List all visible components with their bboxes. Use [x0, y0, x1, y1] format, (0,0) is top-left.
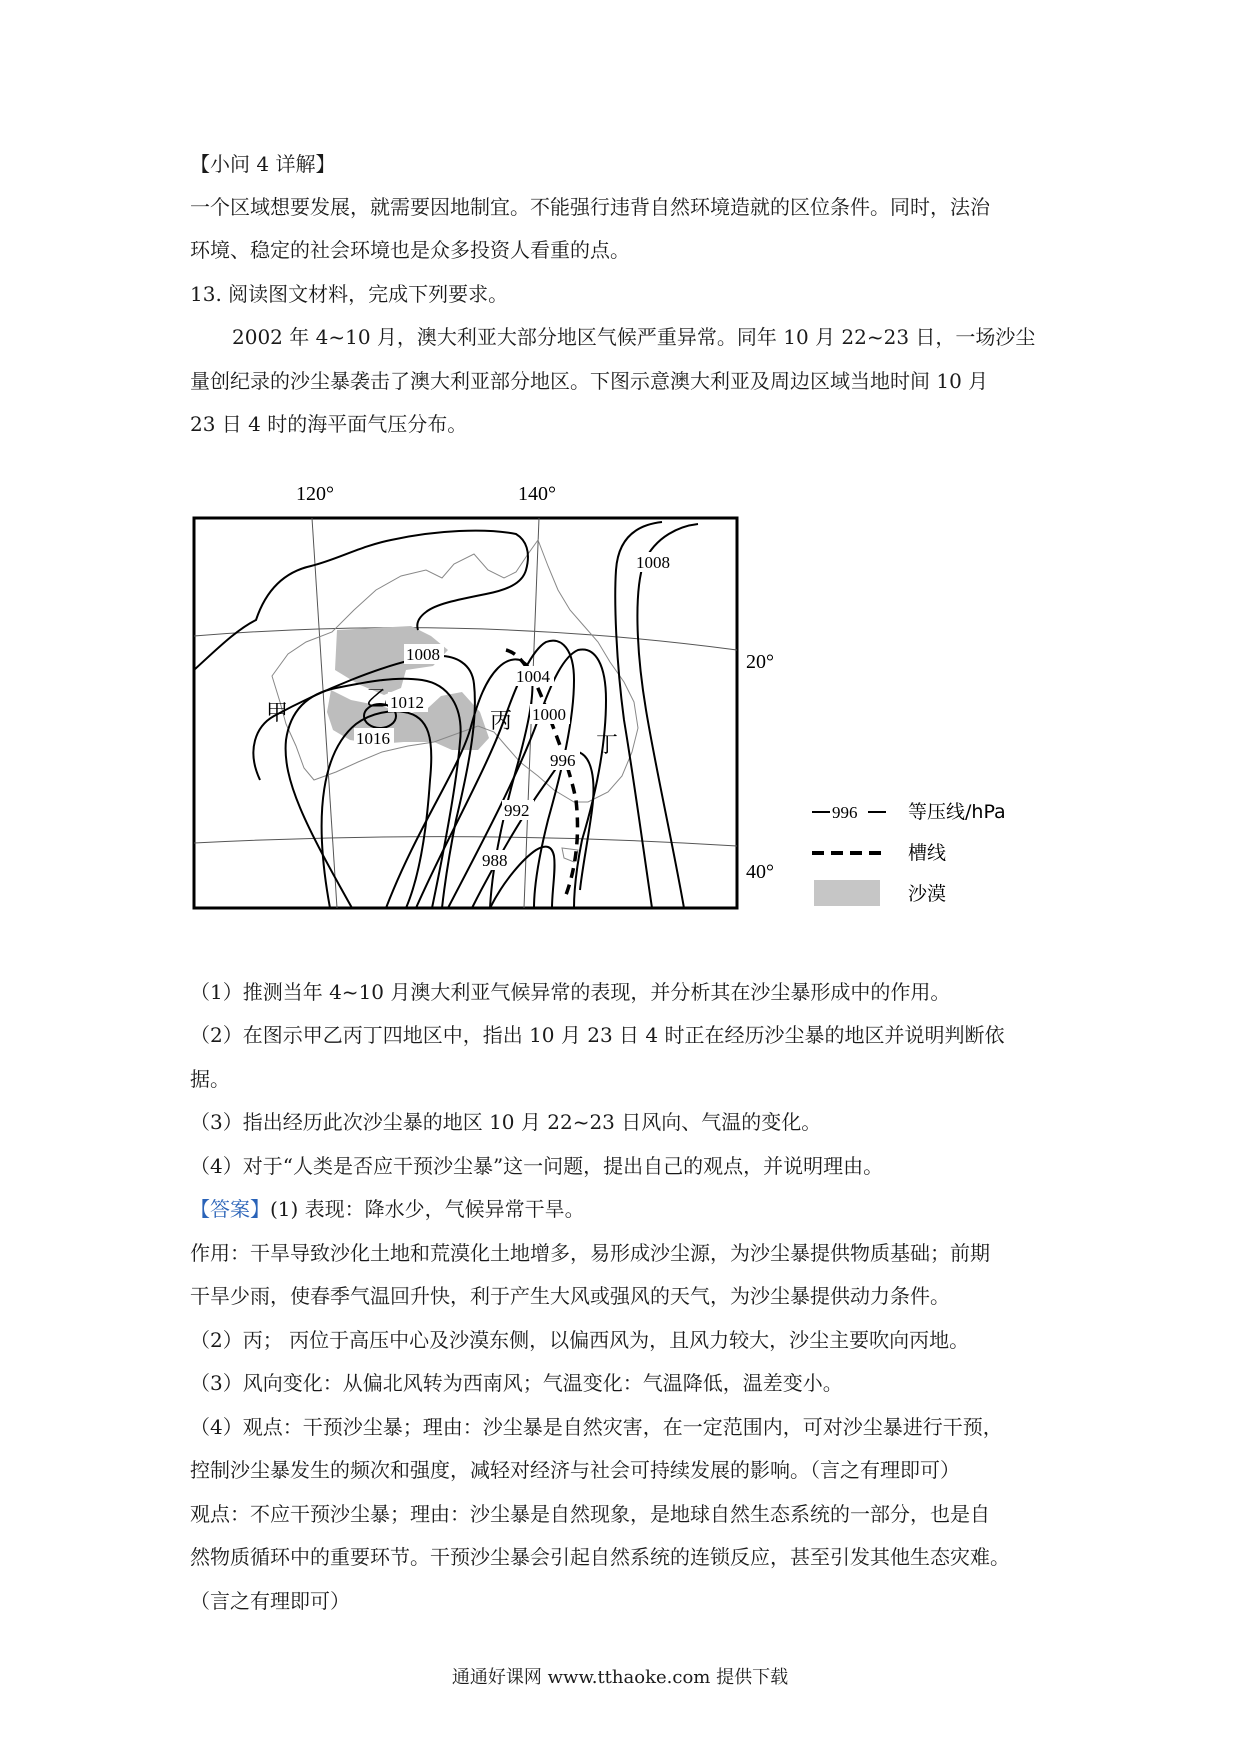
- material-line-3: 23 日 4 时的海平面气压分布。: [190, 412, 468, 436]
- subquestion-1: （1）推测当年 4~10 月澳大利亚气候异常的表现，并分析其在沙尘暴形成中的作用。: [190, 980, 951, 1004]
- lat-label-20: 20°: [746, 651, 774, 673]
- lon-label-140: 140°: [518, 483, 556, 505]
- question-title: 13. 阅读图文材料，完成下列要求。: [190, 282, 509, 306]
- answer-line-10: （言之有理即可）: [190, 1589, 350, 1613]
- answer-line-3: 干旱少雨，使春季气温回升快，利于产生大风或强风的天气，为沙尘暴提供动力条件。: [190, 1284, 950, 1308]
- material-line-2: 量创纪录的沙尘暴袭击了澳大利亚部分地区。下图示意澳大利亚及周边区域当地时间 10 月: [190, 369, 989, 393]
- explanation-line-1: 一个区域想要发展，就需要因地制宜。不能强行违背自然环境造就的区位条件。同时，法治: [190, 195, 990, 219]
- explanation-line-2: 环境、稳定的社会环境也是众多投资人看重的点。: [190, 238, 630, 262]
- lon-label-120: 120°: [296, 483, 334, 505]
- isobar-label-1004: 1004: [516, 667, 550, 686]
- legend-trough-label: 槽线: [908, 842, 947, 864]
- pressure-map-figure: [186, 480, 1086, 940]
- answer-line-9: 然物质循环中的重要环节。干预沙尘暴会引起自然系统的连锁反应，甚至引发其他生态灾难。: [190, 1545, 1010, 1569]
- page-footer: 通通好课网 www.tthaoke.com 提供下载: [451, 1667, 789, 1688]
- legend-isobar-sample: 996: [832, 803, 858, 822]
- section-heading: 【小问 4 详解】: [190, 152, 336, 176]
- answer-line-5: （3）风向变化：从偏北风转为西南风；气温变化：气温降低，温差变小。: [190, 1371, 843, 1395]
- answer-line-6: （4）观点：干预沙尘暴；理由：沙尘暴是自然灾害，在一定范围内，可对沙尘暴进行干预，: [190, 1415, 1003, 1439]
- answer-line-7: 控制沙尘暴发生的频次和强度，减轻对经济与社会可持续发展的影响。（言之有理即可）: [190, 1458, 960, 1482]
- legend-desert-label: 沙漠: [908, 883, 947, 905]
- region-label-yi: 乙: [366, 687, 389, 712]
- region-label-bing: 丙: [490, 709, 513, 734]
- answer-line-4: （2）丙； 丙位于高压中心及沙漠东侧，以偏西风为，且风力较大，沙尘主要吹向丙地。: [190, 1328, 970, 1352]
- region-label-ding: 丁: [596, 733, 619, 758]
- subquestion-4: （4）对于“人类是否应干预沙尘暴”这一问题，提出自己的观点，并说明理由。: [190, 1154, 884, 1178]
- isobar-label-1008-west: 1008: [406, 645, 440, 664]
- subquestion-3: （3）指出经历此次沙尘暴的地区 10 月 22~23 日风向、气温的变化。: [190, 1110, 822, 1134]
- lat-label-40: 40°: [746, 861, 774, 883]
- isobar-label-988: 988: [482, 851, 508, 870]
- answer-first-text: (1) 表现：降水少，气候异常干旱。: [270, 1197, 585, 1221]
- legend-isobar-label: 等压线/hPa: [908, 801, 1006, 823]
- subquestion-2-line-1: （2）在图示甲乙丙丁四地区中，指出 10 月 23 日 4 时正在经历沙尘暴的地区并说明判断依: [190, 1023, 1005, 1047]
- isobar-label-1008-east: 1008: [636, 553, 670, 572]
- isobar-label-992: 992: [504, 801, 530, 820]
- subquestion-2-line-2: 据。: [190, 1067, 230, 1091]
- answer-line-2: 作用：干旱导致沙化土地和荒漠化土地增多，易形成沙尘源，为沙尘暴提供物质基础；前期: [190, 1241, 990, 1265]
- isobar-label-1000: 1000: [532, 705, 566, 724]
- answer-line-1: [190, 1195, 1070, 1223]
- answer-line-8: 观点：不应干预沙尘暴；理由：沙尘暴是自然现象，是地球自然生态系统的一部分，也是自: [190, 1502, 990, 1526]
- answer-label: 【答案】: [190, 1197, 270, 1221]
- material-line-1: 2002 年 4~10 月，澳大利亚大部分地区气候严重异常。同年 10 月 22~23 日，一场沙尘: [232, 325, 1036, 349]
- region-label-jia: 甲: [266, 701, 289, 726]
- isobar-label-996: 996: [550, 751, 576, 770]
- isobar-label-1012: 1012: [390, 693, 424, 712]
- legend-desert-swatch: [814, 880, 880, 906]
- map-legend: [812, 801, 1006, 906]
- isobar-label-1016: 1016: [356, 729, 390, 748]
